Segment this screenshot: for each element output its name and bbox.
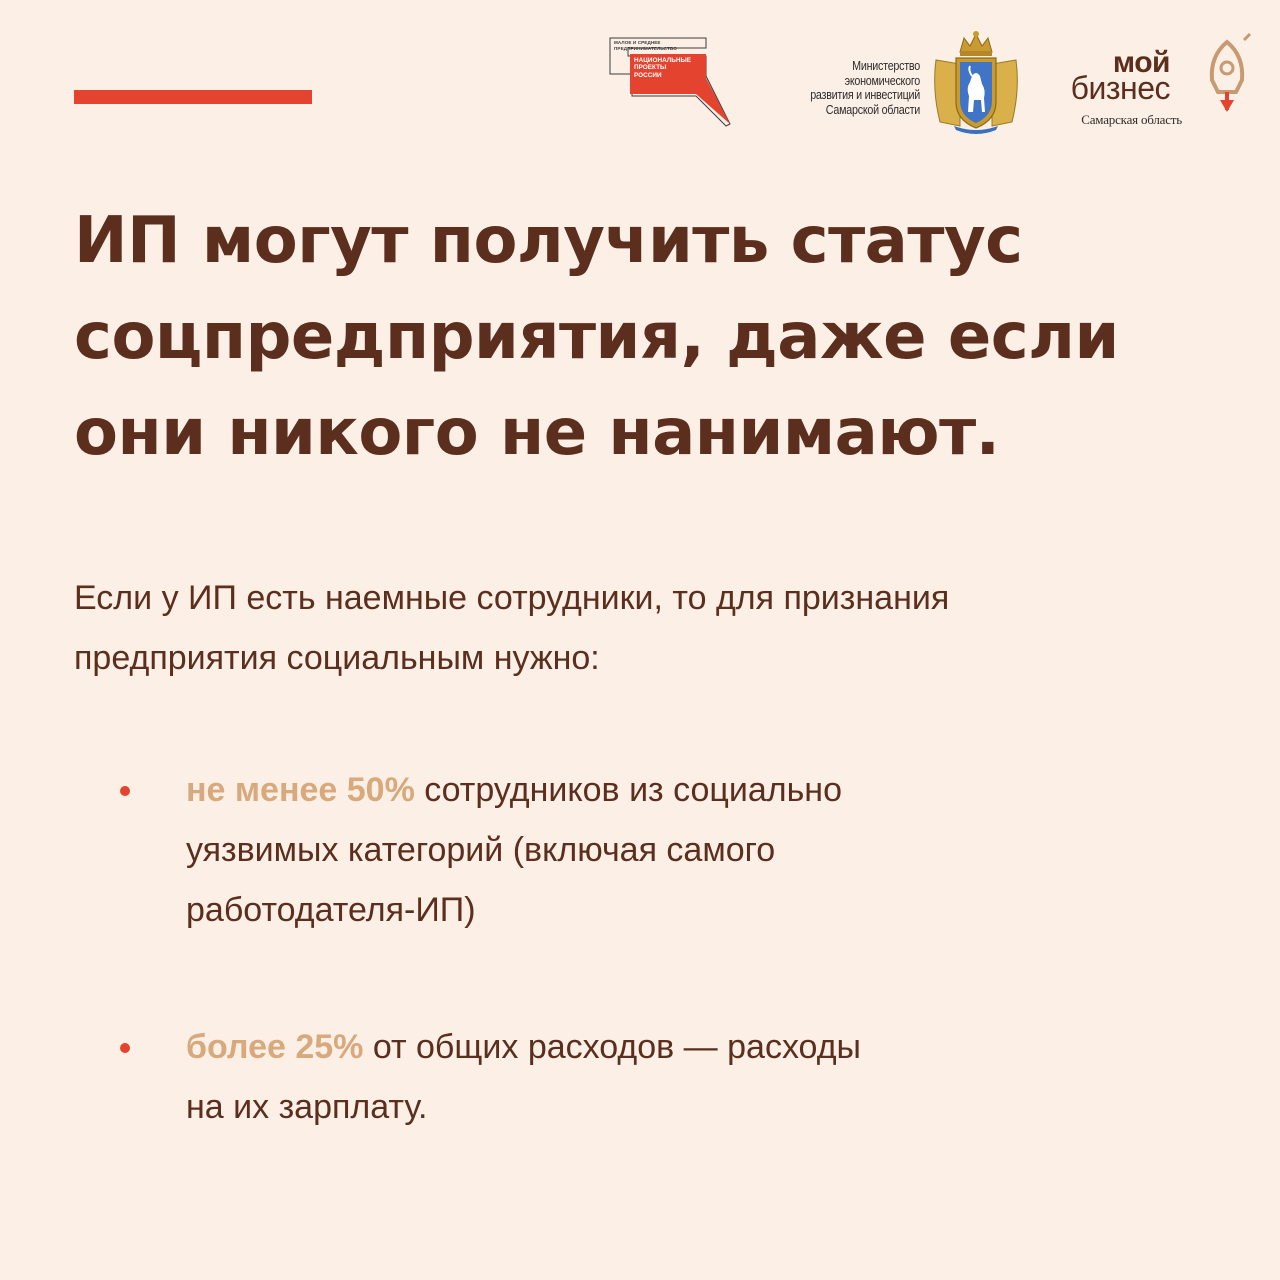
intro-line: Если у ИП есть наемные сотрудники, то для признания: [74, 579, 950, 617]
national-projects-title: НАЦИОНАЛЬНЫЕ ПРОЕКТЫ РОССИИ: [634, 57, 691, 79]
samara-coat-of-arms-icon: [930, 30, 1022, 134]
biznes-word: бизнес: [1070, 70, 1170, 106]
ministry-line: Самарской области: [825, 102, 920, 117]
ministry-name: [782, 59, 920, 117]
bullet-highlight: не менее 50%: [186, 771, 415, 809]
national-projects-small-text: МАЛОЕ И СРЕДНЕЕ ПРЕДПРИНИМАТЕЛЬСТВО: [614, 40, 677, 51]
intro-line: предприятия социальным нужно:: [74, 639, 600, 677]
bullet-highlight: более 25%: [186, 1028, 364, 1066]
intro-paragraph: [74, 568, 1174, 688]
bullet-dot-icon: [120, 1043, 130, 1053]
accent-line: [74, 90, 312, 104]
requirements-list: [120, 760, 1120, 1137]
region-label: Самарская область: [1081, 112, 1182, 127]
bullet-dot-icon: [120, 786, 130, 796]
ministry-line: Министерство: [852, 59, 920, 73]
page-title-line: соцпредприятия, даже если: [74, 300, 1119, 374]
ministry-line: развития и инвестиций: [810, 88, 920, 102]
national-projects-logo: [608, 36, 732, 128]
bullet-line: уязвимых категорий (включая самого: [186, 831, 776, 869]
bullet-line: [186, 760, 1120, 820]
page-title: [74, 193, 1254, 481]
bullet-line: работодателя-ИП): [186, 891, 476, 929]
bullet-line: на их зарплату.: [186, 1088, 428, 1126]
page-title-line: ИП могут получить статус: [74, 204, 1023, 278]
bullet-line: [186, 1017, 1120, 1077]
rocket-pin-icon: [1200, 32, 1254, 122]
list-item: [120, 1017, 1120, 1137]
ministry-line: экономического: [844, 73, 920, 88]
moi-biznes-logo: [1050, 40, 1260, 140]
bullet-text: от общих расходов — расходы: [372, 1028, 861, 1066]
moi-word: мой: [1112, 46, 1170, 79]
list-item: [120, 760, 1120, 940]
page-title-line: они никого не нанимают.: [74, 396, 1000, 470]
bullet-text: сотрудников из социально: [424, 771, 842, 809]
